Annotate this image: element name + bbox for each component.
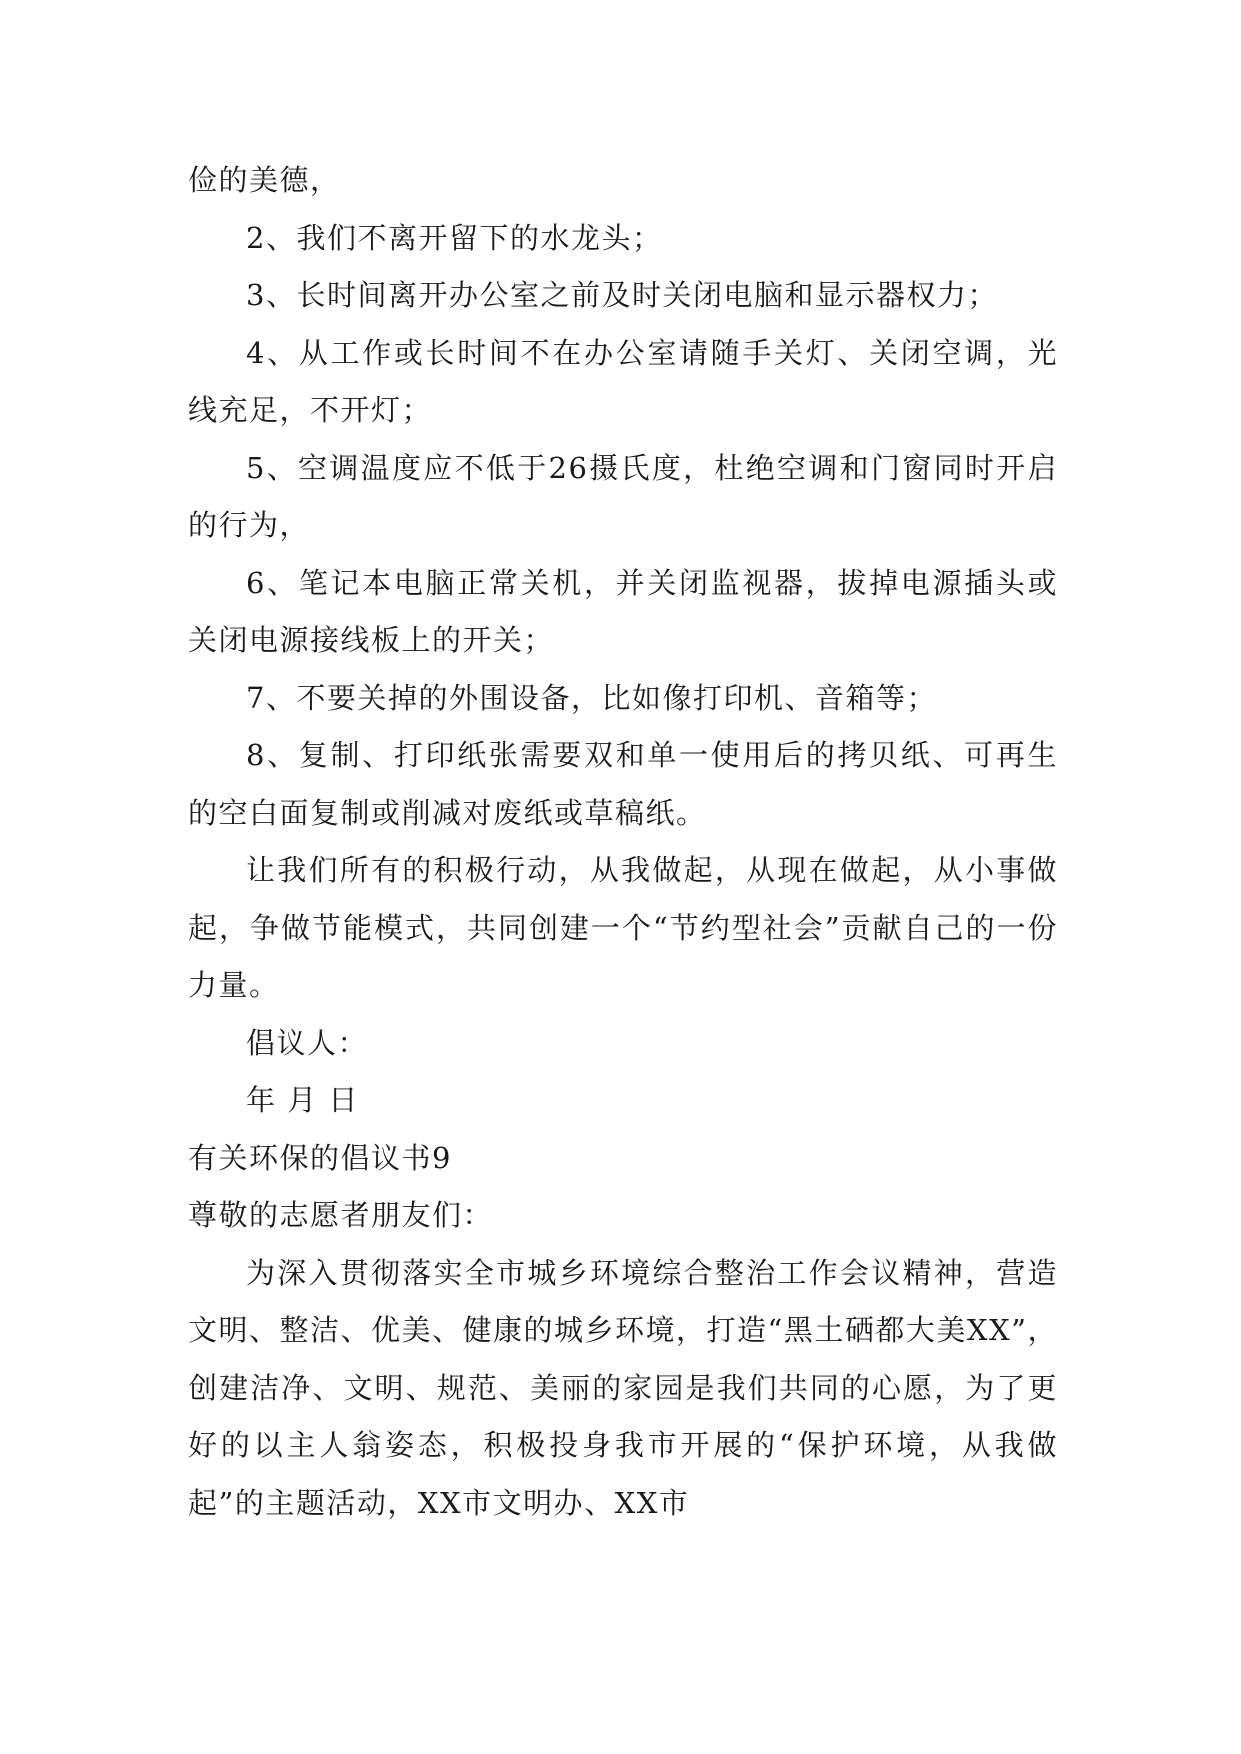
- closing-paragraph: 让我们所有的积极行动，从我做起，从现在做起，从小事做起，争做节能模式，共同创建一个“节约型社会”贡献自己的一份力量。: [188, 853, 1058, 1002]
- list-item-5: 5、空调温度应不低于26摄氏度，杜绝空调和门窗同时开启的行为，: [188, 450, 1058, 542]
- list-item-3: 3、长时间离开办公室之前及时关闭电脑和显示器权力；: [246, 278, 998, 312]
- signature-label: 倡议人：: [246, 1025, 369, 1060]
- list-item-8: 8、复制、打印纸张需要双和单一使用后的拷贝纸、可再生的空白面复制或削减对废纸或草稿纸。: [188, 738, 1058, 830]
- list-item-4: 4、从工作或长时间不在办公室请随手关灯、关闭空调，光线充足，不开灯；: [188, 335, 1058, 427]
- list-item-7: 7、不要关掉的外围设备，比如像打印机、音箱等；: [246, 680, 937, 715]
- list-item-2: 2、我们不离开留下的水龙头；: [246, 220, 663, 255]
- document-body: [188, 152, 1058, 1532]
- section-title: 有关环保的倡议书9: [188, 1140, 452, 1175]
- salutation: 尊敬的志愿者朋友们：: [188, 1198, 494, 1232]
- list-item-6: 6、笔记本电脑正常关机，并关闭监视器，拔掉电源插头或关闭电源接线板上的开关；: [188, 565, 1058, 657]
- body-paragraph: 为深入贯彻落实全市城乡环境综合整治工作会议精神，营造文明、整洁、优美、健康的城乡环境，打造“黑土硒都大美XX”，创建洁净、文明、规范、美丽的家园是我们共同的心愿，为了更好的以主人翁姿态，积极投身我市开展的“保护环境，从我做起”的主题活动，XX市文明办、XX市: [188, 1255, 1058, 1520]
- paragraph-continuation: 俭的美德，: [188, 163, 341, 197]
- date-line: 年 月 日: [246, 1083, 359, 1117]
